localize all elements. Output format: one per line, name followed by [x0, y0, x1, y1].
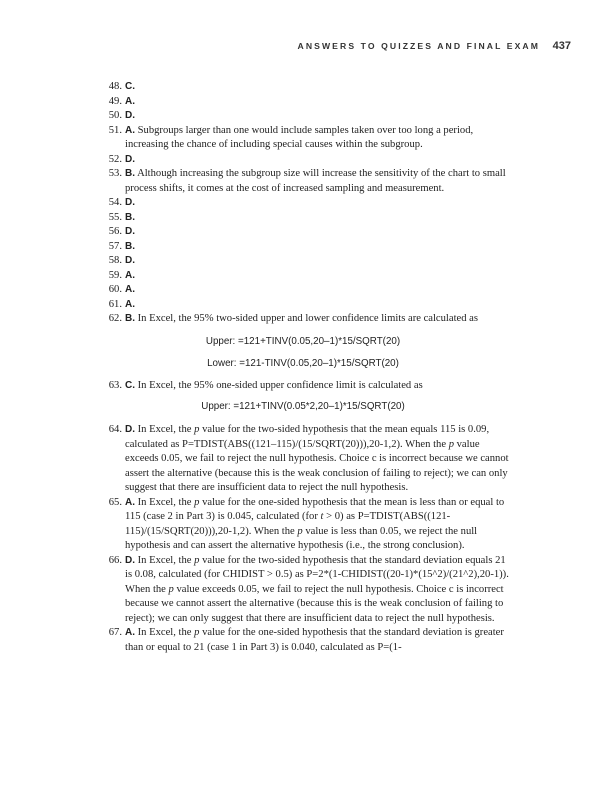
answer-53: 53. B. Although increasing the subgroup size will increase the sensitivity of the chart to small process shifts, it comes at the cost of increased sampling and measurement.: [108, 168, 506, 194]
answer-51: 51. A. Subgroups larger than one would include samples taken over too long a period, increasing the chance of including special causes within the subgroup.: [108, 124, 474, 150]
answer-57: 57. B.: [108, 240, 135, 252]
answer-list: [94, 80, 514, 655]
answer-62: 62. B. In Excel, the 95% two-sided upper and lower confidence limits are calculated as: [108, 313, 478, 324]
answer-67: 67. A. In Excel, the p value for the one-sided hypothesis that the standard deviation is greater than or equal to 21 (case 1 in Part 3) is 0.040, calculated as P=(1-: [108, 627, 504, 653]
answer-61: 61. A.: [108, 298, 135, 310]
answer-60: 60. A.: [108, 284, 135, 295]
answer-56: 56. D.: [108, 226, 135, 237]
formula-one-sided-upper: Upper: =121+TINV(0.05*2,20–1)*15/SQRT(20): [201, 401, 405, 412]
formula-upper-limit: Upper: =121+TINV(0.05,20–1)*15/SQRT(20): [205, 335, 401, 347]
answer-58: 58. D.: [108, 255, 135, 266]
answer-52: 52. D.: [108, 153, 135, 165]
answer-55: 55. B.: [108, 211, 135, 223]
answer-66: 66. D. In Excel, the p value for the two-sided hypothesis that the standard deviation equals 21 is 0.08, calculated (for CHIDIST > 0.5) as P=2*(1-CHIDIST((20-1)*(15^2)/(21^2),20-1)). When the p value exceeds 0.05, we fail to reject the null hypothesis. Choice c is incorrect because we cannot assert the alternative (because this is the weak conclusion of failing to reject); we can only suggest that there are insufficient data to reject the null hypothesis.: [108, 554, 509, 624]
answer-54: 54. D.: [108, 197, 135, 208]
answer-48: 48. C.: [108, 81, 135, 92]
page-header: [0, 41, 606, 55]
page-number: 437: [552, 40, 571, 52]
answer-50: 50. D.: [108, 110, 135, 121]
running-head: ANSWERS TO QUIZZES AND FINAL EXAM: [297, 41, 540, 51]
answer-63: 63. C. In Excel, the 95% one-sided upper confidence limit is calculated as: [108, 379, 423, 391]
formula-lower-limit: Lower: =121-TINV(0.05,20–1)*15/SQRT(20): [207, 357, 399, 369]
answer-59: 59. A.: [108, 269, 135, 281]
answer-64: 64. D. In Excel, the p value for the two-sided hypothesis that the mean equals 115 is 0.09, calculated as P=TDIST(ABS((121–115)/(15/SQRT(20))),20-1,2). When the p value exceeds 0.05, we fail to reject the null hypothesis. Choice c is incorrect because we cannot assert the alternative (because this is the weak conclusion of failing to reject); we can only suggest that there are insufficient data to reject the null hypothesis.: [108, 424, 509, 493]
answer-49: 49. A.: [108, 95, 135, 107]
answer-65: 65. A. In Excel, the p value for the one-sided hypothesis that the mean is less than or equal to 115 (case 2 in Part 3) is 0.045, calculated (for t > 0) as P=TDIST(ABS((121-115)/(15/SQRT(20))),20-1,2). When the p value is less than 0.05, we reject the null hypothesis and can assert the alternative hypothesis (i.e., the strong conclusion).: [108, 496, 505, 551]
